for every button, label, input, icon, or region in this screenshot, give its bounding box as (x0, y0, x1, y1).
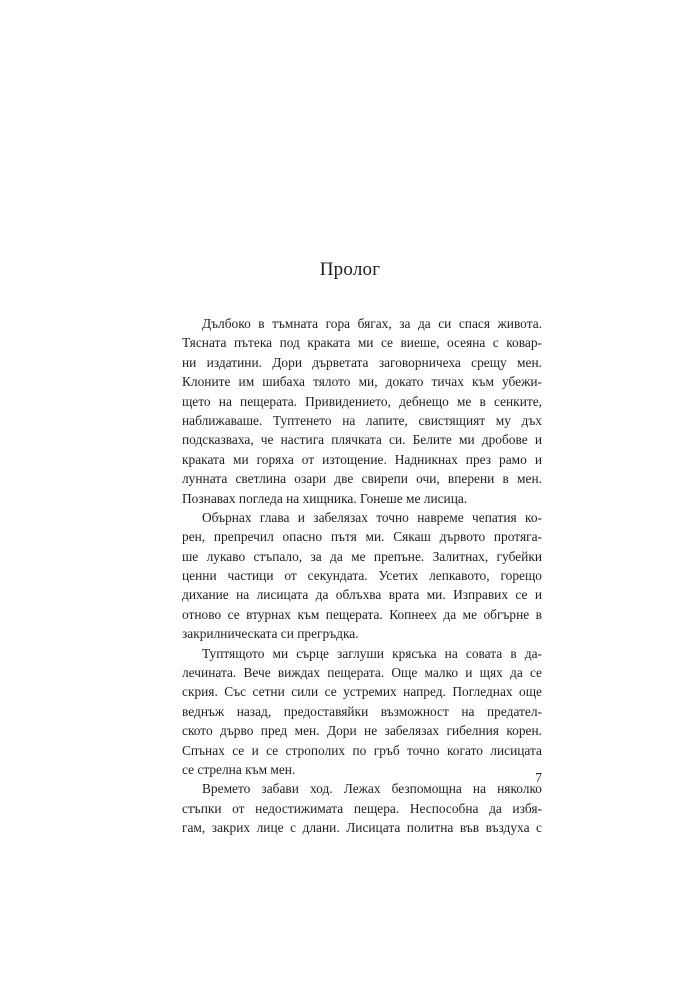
paragraph (182, 779, 542, 837)
text-line: веднъж назад, предоставяйки възможност на предател- (182, 703, 542, 719)
text-line: скрия. Със сетни сили се устремих напред. Погледнах още (182, 684, 542, 700)
text-line: Клоните им шибаха тялото ми, докато тичах към убежи- (182, 374, 542, 390)
text-line: се стрелна към мен. (182, 761, 296, 777)
text-line: лунната светлина озари две свирепи очи, вперени в мен. (182, 471, 542, 487)
text-line: краката ми горяха от изтощение. Надникнах през рамо и (182, 451, 542, 467)
paragraph (182, 508, 542, 644)
text-line: рен, препречил опасно пътя ми. Сякаш дървото протяга- (182, 529, 542, 545)
paragraph (182, 314, 542, 508)
text-line: Обърнах глава и забелязах точно навреме чепатия ко- (202, 509, 542, 525)
text-line: Спънах се и се строполих по гръб точно когато лисицата (182, 742, 542, 758)
text-line: Дълбоко в тъмната гора бягах, за да си спася живота. (202, 316, 542, 331)
chapter-title: Пролог (319, 259, 381, 280)
text-line: ше лукаво стъпало, за да ме препъне. Залитнах, губейки (182, 548, 542, 564)
text-line: Времето забави ход. Лежах безпомощна на няколко (202, 781, 542, 797)
text-line: Познавах погледа на хищника. Гонеше ме лисица. (182, 490, 468, 506)
text-line: гам, закрих лице с длани. Лисицата политна във въздуха с (182, 820, 542, 836)
text-line: закрилническата си прегръдка. (182, 626, 359, 642)
text-line: лечината. Вече виждах пещерата. Още малко и щях да се (182, 665, 542, 681)
text-line: отново се втурнах към пещерата. Копнеех да ме обгърне в (182, 606, 542, 622)
chapter-body (182, 314, 542, 838)
text-line: дихание на лисицата да облъхва врата ми. Изправих се и (182, 587, 542, 603)
text-line: Тясната пътека под краката ми се виеше, осеяна с ковар- (182, 335, 542, 351)
text-line: наближаваше. Туптенето на лапите, свистящият му дъх (182, 412, 542, 428)
text-line: ценни частици от секундата. Усетих лепкавото, горещо (182, 568, 542, 584)
text-line: стъпки от недостижимата пещера. Неспособна да избя- (182, 800, 542, 816)
paragraph (182, 644, 542, 780)
text-line: ни издатини. Дори дърветата заговорничеха срещу мен. (182, 354, 542, 370)
text-line: ското дърво пред мен. Дори не забелязах гибелния корен. (182, 723, 542, 739)
page-number: 7 (535, 770, 542, 785)
text-line: Туптящото ми сърце заглуши крясъка на совата в да- (202, 645, 542, 661)
text-line: щето на пещерата. Привидението, дебнещо ме в сенките, (182, 393, 542, 409)
text-line: подсказваха, че настига плячката си. Белите ми дробове и (182, 432, 542, 448)
